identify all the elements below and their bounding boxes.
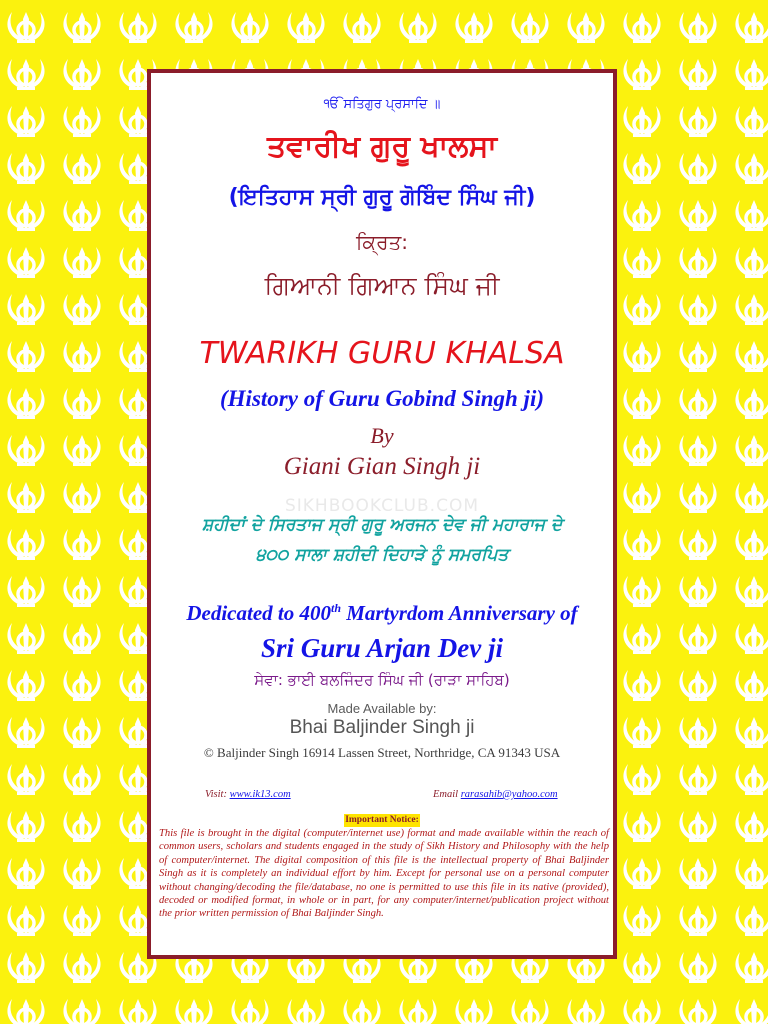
khanda-icon [343,12,380,43]
khanda-icon [455,12,492,43]
punjabi-seva-credit: ਸੇਵਾ: ਭਾਈ ਬਲਜਿੰਦਰ ਸਿੰਘ ਜੀ (ਰਾੜਾ ਸਾਹਿਬ) [254,671,510,689]
punjabi-author: ਗਿਆਨੀ ਗਿਆਨ ਸਿੰਘ ਜੀ [264,271,500,300]
khanda-icon [735,200,768,231]
punjabi-dedication-line-1: ਸ਼ਹੀਦਾਂ ਦੇ ਸਿਰਤਾਜ ਸ੍ਰੀ ਗੁਰੂ ਅਰਜਨ ਦੇਵ ਜੀ ਮਹਾਰਾਜ ਦੇ [201,515,563,535]
khanda-icon [679,435,716,466]
khanda-icon [63,905,100,936]
khanda-icon [679,858,716,889]
visit-label: Visit: [205,789,230,800]
khanda-icon [63,670,100,701]
khanda-icon [7,999,44,1024]
important-notice-body: This file is brought in the digital (computer/internet use) format and made available within the reach of common users, scholars and students engaged in the study of Sikh History and Philosophy with the help of computer/internet. The digital composition of this file is the intellectual property of Bhai Baljinder Singh as it is completely an individual effort by him. Except for personal use on a personal computer without changing/decoding the file/database, no one is permitted to use this file in its native (provided), decoded or modified format, in whole or in part, for any computer/internet/publication project without the prior written permission of Bhai Baljinder Singh. [159,828,609,920]
khanda-icon [63,153,100,184]
khanda-icon [7,717,44,748]
khanda-icon [63,858,100,889]
khanda-icon [63,435,100,466]
khanda-icon [735,341,768,372]
khanda-icon [623,670,660,701]
khanda-icon [735,153,768,184]
title-page-frame [147,69,617,959]
khanda-icon [735,764,768,795]
khanda-icon [623,905,660,936]
dedication-ordinal: th [330,601,341,615]
khanda-icon [679,670,716,701]
khanda-icon [175,12,212,43]
english-subtitle: (History of Guru Gobind Singh ji) [220,386,544,411]
khanda-icon [63,623,100,654]
khanda-icon [63,576,100,607]
khanda-icon [623,858,660,889]
khanda-icon [511,999,548,1024]
khanda-icon [735,670,768,701]
khanda-icon [735,435,768,466]
khanda-icon [623,952,660,983]
khanda-icon [63,388,100,419]
copyright-address: © Baljinder Singh 16914 Lassen Street, Northridge, CA 91343 USA [203,745,561,760]
khanda-icon [7,388,44,419]
khanda-icon [63,294,100,325]
khanda-icon [735,999,768,1024]
dedication-guru-name: Sri Guru Arjan Dev ji [260,633,504,663]
khanda-icon [735,717,768,748]
khanda-icon [623,482,660,513]
khanda-icon [455,999,492,1024]
khanda-icon [7,623,44,654]
khanda-icon [7,670,44,701]
khanda-icon [343,999,380,1024]
khanda-icon [63,952,100,983]
khanda-icon [7,764,44,795]
khanda-icon [623,59,660,90]
dedication-suffix: Martyrdom Anniversary of [341,601,578,625]
khanda-icon [567,12,604,43]
khanda-icon [735,811,768,842]
visit-info [205,789,291,800]
khanda-icon [399,12,436,43]
email-label: Email [433,789,461,800]
khanda-icon [679,106,716,137]
khanda-icon [679,905,716,936]
email-info [433,789,558,800]
dedication-prefix: Dedicated to 400 [186,601,331,625]
khanda-icon [7,952,44,983]
khanda-icon [623,200,660,231]
khanda-icon [7,59,44,90]
khanda-icon [7,529,44,560]
khanda-icon [679,294,716,325]
punjabi-invocation: ੴ ਸਤਿਗੁਰ ਪ੍ਰਸਾਦਿ ॥ [323,97,441,112]
made-available-name: Bhai Baljinder Singh ji [289,717,475,738]
khanda-icon [735,952,768,983]
khanda-icon [231,12,268,43]
khanda-icon [63,811,100,842]
khanda-icon [735,905,768,936]
khanda-icon [63,106,100,137]
khanda-icon [679,764,716,795]
khanda-icon [63,200,100,231]
khanda-icon [119,12,156,43]
khanda-icon [679,59,716,90]
khanda-icon [623,529,660,560]
khanda-icon [63,529,100,560]
title-page-content [151,73,613,955]
khanda-icon [63,59,100,90]
khanda-icon [63,764,100,795]
made-available-label: Made Available by: [327,701,437,716]
khanda-icon [735,106,768,137]
punjabi-by-label: ਕ੍ਰਿਤ: [355,230,409,254]
khanda-icon [679,388,716,419]
khanda-icon [7,247,44,278]
khanda-icon [119,999,156,1024]
khanda-icon [679,811,716,842]
khanda-icon [623,435,660,466]
khanda-icon [623,153,660,184]
khanda-icon [735,12,768,43]
khanda-icon [567,999,604,1024]
khanda-icon [679,341,716,372]
khanda-icon [7,576,44,607]
khanda-icon [63,12,100,43]
khanda-icon [7,858,44,889]
khanda-icon [735,858,768,889]
khanda-icon [7,153,44,184]
khanda-icon [623,106,660,137]
watermark-text: SIKHBOOKCLUB.COM [284,496,479,516]
english-dedication [151,601,613,626]
khanda-icon [623,12,660,43]
khanda-icon [623,576,660,607]
khanda-icon [623,999,660,1024]
khanda-icon [7,294,44,325]
khanda-icon [63,247,100,278]
khanda-icon [679,952,716,983]
khanda-icon [735,529,768,560]
khanda-icon [399,999,436,1024]
khanda-icon [7,811,44,842]
english-by-label: By [370,423,394,448]
khanda-icon [511,12,548,43]
khanda-icon [287,12,324,43]
khanda-icon [735,576,768,607]
khanda-icon [679,529,716,560]
khanda-icon [287,999,324,1024]
khanda-icon [735,294,768,325]
khanda-icon [7,482,44,513]
khanda-icon [623,341,660,372]
khanda-icon [679,482,716,513]
khanda-icon [679,153,716,184]
khanda-icon [623,811,660,842]
khanda-icon [7,341,44,372]
khanda-icon [735,247,768,278]
khanda-icon [7,200,44,231]
khanda-icon [623,247,660,278]
khanda-icon [175,999,212,1024]
khanda-icon [231,999,268,1024]
khanda-icon [679,247,716,278]
khanda-icon [7,12,44,43]
khanda-icon [735,482,768,513]
khanda-icon [679,200,716,231]
khanda-icon [7,905,44,936]
khanda-icon [623,764,660,795]
khanda-icon [623,294,660,325]
khanda-icon [735,388,768,419]
khanda-icon [7,106,44,137]
khanda-icon [623,388,660,419]
khanda-icon [63,341,100,372]
khanda-icon [679,12,716,43]
khanda-icon [679,623,716,654]
khanda-icon [63,717,100,748]
email-link[interactable]: rarasahib@yahoo.com [460,789,558,800]
punjabi-title: ਤਵਾਰੀਖ ਗੁਰੂ ਖਾਲਸਾ [266,129,498,164]
khanda-icon [7,435,44,466]
punjabi-subtitle: (ਇਤਿਹਾਸ ਸ੍ਰੀ ਗੁਰੂ ਗੋਬਿੰਦ ਸਿੰਘ ਜੀ) [228,185,536,210]
khanda-icon [623,623,660,654]
khanda-icon [735,59,768,90]
punjabi-dedication-line-2: ੪੦੦ ਸਾਲਾ ਸ਼ਹੀਦੀ ਦਿਹਾੜੇ ਨੂੰ ਸਮਰਪਿਤ [255,545,509,565]
khanda-icon [735,623,768,654]
khanda-icon [679,999,716,1024]
khanda-icon [623,717,660,748]
important-notice-heading: Important Notice: [345,815,419,825]
khanda-icon [63,999,100,1024]
khanda-icon [63,482,100,513]
khanda-icon [679,717,716,748]
khanda-icon [679,576,716,607]
english-title: TWARIKH GURU KHALSA [199,336,565,371]
english-author: Giani Gian Singh ji [283,453,481,480]
website-link[interactable]: www.ik13.com [229,789,291,800]
